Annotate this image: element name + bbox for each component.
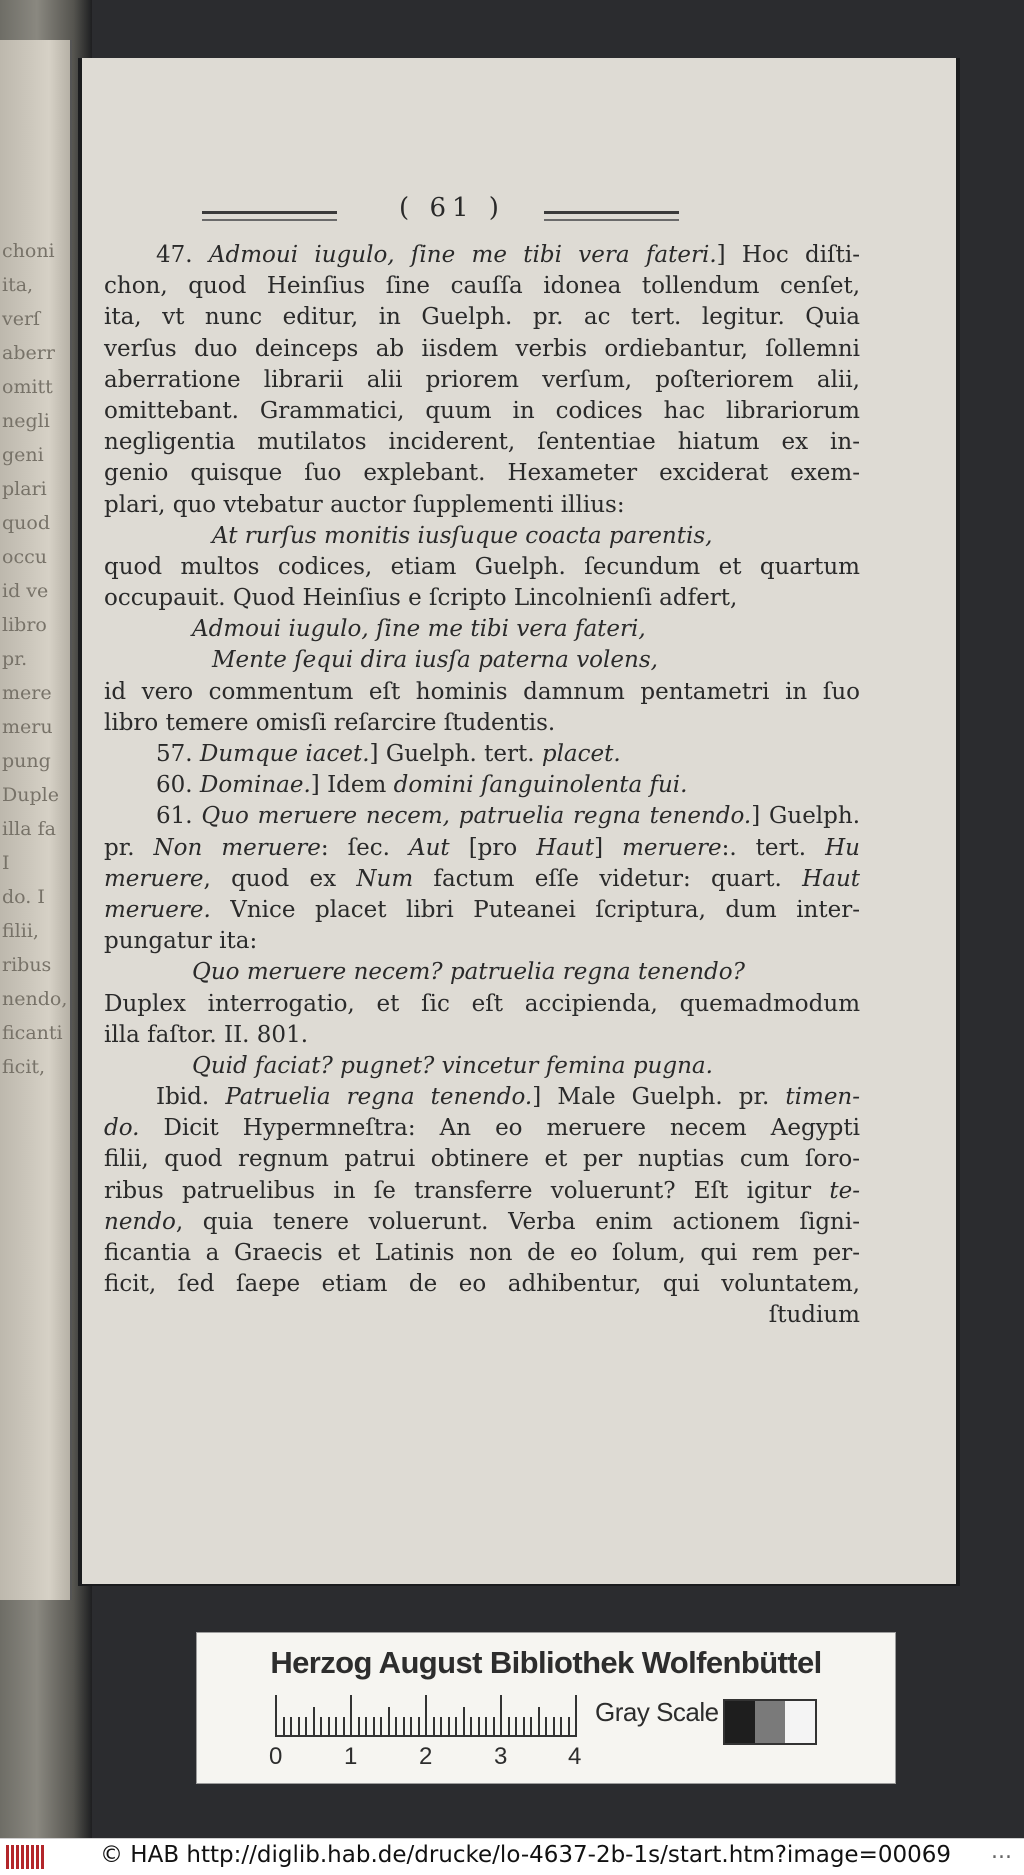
italic-text: At rurſus monitis iusſuque coacta parentis, xyxy=(212,522,713,549)
text-run: ] Idem xyxy=(310,772,394,799)
facing-page-fragment: I xyxy=(2,852,10,874)
text-run: pr. xyxy=(104,834,154,861)
ruler-tick xyxy=(493,1717,495,1737)
text-line xyxy=(104,645,860,676)
italic-text: timen- xyxy=(785,1084,861,1111)
italic-text: Quo meruere necem? patruelia regna tenendo? xyxy=(192,959,745,986)
viewer-footer xyxy=(0,1838,1024,1875)
facing-page-fragment: Duple xyxy=(2,784,59,806)
text-run: libro temere omisſi reſarcire ſtudentis. xyxy=(104,709,556,736)
ruler-tick xyxy=(515,1717,517,1737)
text-run: ita, vt nunc editur, in Guelph. pr. ac tert. legitur. Quia xyxy=(104,304,860,331)
italic-text: Dominae. xyxy=(199,772,311,799)
ruler-tick xyxy=(358,1717,360,1737)
italic-text: nendo xyxy=(104,1208,176,1235)
italic-text: Admoui iugulo, ſine me tibi vera fateri. xyxy=(208,242,717,268)
text-run: id vero commentum eſt hominis damnum pentametri in ſuo xyxy=(104,678,860,705)
italic-text: do. xyxy=(104,1115,140,1142)
text-line xyxy=(104,989,860,1020)
ruler-tick xyxy=(365,1717,367,1737)
facing-page-fragment: ita, xyxy=(2,274,34,296)
text-line xyxy=(104,926,860,957)
text-run: :. tert. xyxy=(721,834,826,861)
italic-text: Num xyxy=(356,865,414,892)
ruler-tick xyxy=(485,1717,487,1737)
text-line xyxy=(104,240,860,271)
ruler-tick xyxy=(478,1717,480,1737)
ruler-tick xyxy=(343,1717,345,1737)
ruler-tick xyxy=(275,1695,277,1737)
text-line xyxy=(104,302,860,333)
text-line xyxy=(104,739,860,770)
text-run: ribus patruelibus in ſe transferre voluerunt? Eſt igitur xyxy=(104,1177,830,1204)
ruler-tick xyxy=(530,1717,532,1737)
facing-page-fragment: nendo, xyxy=(2,988,68,1010)
more-options-icon[interactable]: ... xyxy=(991,1839,1012,1864)
facing-page-fragment: aberr xyxy=(2,342,55,364)
text-line xyxy=(104,552,860,583)
text-run: ] Guelph. tert. xyxy=(369,741,542,767)
text-run: quod multos codices, etiam Guelph. ſecundum et quartum xyxy=(104,553,860,580)
ruler-tick xyxy=(455,1717,457,1737)
italic-text: placet. xyxy=(541,741,621,767)
page-number: ( 61 ) xyxy=(399,193,505,223)
ruler-tick xyxy=(395,1717,397,1737)
text-run: pungatur ita: xyxy=(104,928,258,955)
ruler-tick xyxy=(283,1717,285,1737)
ruler-tick xyxy=(448,1717,450,1737)
text-run: Duplex interrogatio, et ſic eſt accipienda, quemadmodum xyxy=(104,990,860,1017)
facing-page-fragment: choni xyxy=(2,240,55,262)
ruler-tick xyxy=(313,1707,315,1737)
italic-text: Non meruere xyxy=(153,834,321,861)
ruler-tick xyxy=(470,1717,472,1737)
ruler-tick xyxy=(373,1717,375,1737)
facing-page-fragment: occu xyxy=(2,546,47,568)
text-line xyxy=(104,427,860,458)
facing-page-fragment: pr. xyxy=(2,648,28,670)
facing-page-fragment: do. I xyxy=(2,886,45,908)
text-line xyxy=(104,895,860,926)
text-run: ficit, ſed ſaepe etiam de eo adhibentur, qui voluntatem, xyxy=(104,1271,860,1298)
italic-text: Quid faciat? pugnet? vincetur femina pugna. xyxy=(192,1052,713,1079)
text-line xyxy=(104,583,860,614)
ruler-tick xyxy=(500,1695,502,1737)
text-line xyxy=(104,334,860,365)
facing-page-fragment: pung xyxy=(2,750,51,772)
italic-text: Mente ſequi dira iusſa paterna volens, xyxy=(212,647,658,674)
text-run: verſus duo deinceps ab iisdem verbis ordiebantur, ſollemni xyxy=(104,335,860,362)
page-text xyxy=(104,240,860,1332)
text-run: factum eſſe videtur: quart. xyxy=(413,865,803,892)
ruler-tick xyxy=(305,1717,307,1737)
ruler-tick xyxy=(410,1717,412,1737)
ruler-tick xyxy=(388,1707,390,1737)
ruler-tick xyxy=(560,1717,562,1737)
italic-text: Haut xyxy=(802,865,860,892)
italic-text: meruere xyxy=(104,865,204,892)
text-run: plari, quo vtebatur auctor ſupplementi illius: xyxy=(104,491,625,518)
ruler-tick xyxy=(575,1695,577,1737)
text-line xyxy=(104,1300,860,1331)
text-run: ficantia a Graecis et Latinis non de eo ſolum, qui rem per- xyxy=(104,1240,860,1266)
facing-page-fragment: illa fa xyxy=(2,818,56,840)
facing-page-fragment: ficit, xyxy=(2,1056,46,1078)
text-line xyxy=(104,708,860,739)
ruler-tick xyxy=(298,1717,300,1737)
text-run: 57. xyxy=(156,741,200,767)
text-line xyxy=(104,614,860,645)
text-line xyxy=(104,1020,860,1051)
gray-swatch xyxy=(785,1701,815,1743)
source-url[interactable]: © HAB http://diglib.hab.de/drucke/lo-4637-2b-1s/start.htm?image=00069 xyxy=(100,1842,952,1868)
color-target-card xyxy=(196,1632,896,1784)
text-run: filii, quod regnum patrui obtinere et per nuptias cum ſoro- xyxy=(104,1146,860,1173)
hab-logo-icon xyxy=(6,1845,44,1869)
text-line xyxy=(104,864,860,895)
facing-page-fragment: geni xyxy=(2,444,44,466)
text-line xyxy=(104,1082,860,1113)
text-line xyxy=(104,1207,860,1238)
text-run: [pro xyxy=(449,834,537,861)
ruler-tick xyxy=(320,1717,322,1737)
text-line xyxy=(104,1144,860,1175)
italic-text: te- xyxy=(829,1177,860,1204)
facing-page-fragment: ficanti xyxy=(2,1022,63,1044)
gray-scale-label: Gray Scale xyxy=(595,1697,719,1727)
scale-number-3: 3 xyxy=(494,1743,508,1770)
ruler-tick xyxy=(328,1717,330,1737)
ruler-tick xyxy=(463,1707,465,1737)
text-line xyxy=(104,957,860,988)
text-line xyxy=(104,1176,860,1207)
facing-page-fragment: meru xyxy=(2,716,53,738)
italic-text: Hu xyxy=(825,834,860,861)
facing-page-fragment: quod xyxy=(2,512,51,534)
ruler-tick xyxy=(553,1717,555,1737)
italic-text: Dumque iacet. xyxy=(199,741,370,767)
text-run: 61. xyxy=(156,803,202,830)
text-run: ] Male Guelph. pr. xyxy=(532,1084,786,1111)
header-rule-right xyxy=(544,211,679,221)
text-run: occupauit. Quod Heinſius e ſcripto Lincolnienſi adfert, xyxy=(104,585,738,612)
ruler-tick xyxy=(418,1717,420,1737)
italic-text: domini ſanguinolenta fui. xyxy=(393,772,688,799)
ruler-tick xyxy=(545,1717,547,1737)
italic-text: Quo meruere necem, patruelia regna tenendo. xyxy=(201,803,752,830)
text-run: genio quisque ſuo explebant. Hexameter exciderat exem- xyxy=(104,460,860,487)
text-run: illa faſtor. II. 801. xyxy=(104,1021,309,1048)
italic-text: meruere. xyxy=(104,896,211,923)
italic-text: Patruelia regna tenendo. xyxy=(225,1084,533,1111)
text-run: Ibid. xyxy=(156,1084,226,1111)
gray-swatch xyxy=(755,1701,785,1743)
facing-page-fragment: mere xyxy=(2,682,52,704)
scale-number-4: 4 xyxy=(568,1743,582,1770)
text-line xyxy=(104,365,860,396)
facing-page-fragment: id ve xyxy=(2,580,49,602)
page-header xyxy=(82,193,956,233)
text-line xyxy=(104,271,860,302)
ruler-tick xyxy=(380,1717,382,1737)
ruler-tick xyxy=(440,1717,442,1737)
ruler-tick xyxy=(523,1717,525,1737)
italic-text: meruere xyxy=(622,834,722,861)
text-line xyxy=(104,1238,860,1269)
text-run: ] Hoc diſti- xyxy=(716,242,860,268)
facing-page-fragment: filii, xyxy=(2,920,39,942)
gray-swatch xyxy=(725,1701,755,1743)
text-line xyxy=(104,1113,860,1144)
gray-scale-swatches xyxy=(723,1699,817,1745)
library-name: Herzog August Bibliothek Wolfenbüttel xyxy=(270,1645,822,1680)
header-rule-left xyxy=(202,211,337,221)
facing-page-fragment: omitt xyxy=(2,376,53,398)
text-line xyxy=(104,458,860,489)
text-line xyxy=(104,801,860,832)
book-page xyxy=(82,58,956,1584)
scale-number-1: 1 xyxy=(344,1743,358,1770)
text-run: negligentia mutilatos inciderent, ſententiae hiatum ex in- xyxy=(104,429,860,456)
italic-text: Haut xyxy=(536,834,595,861)
scale-number-0: 0 xyxy=(269,1743,283,1770)
text-run: : ſec. xyxy=(320,834,409,861)
italic-text: Aut xyxy=(408,834,450,861)
facing-page-fragment: libro xyxy=(2,614,47,636)
text-line xyxy=(104,1051,860,1082)
ruler-tick xyxy=(538,1707,540,1737)
text-run: ] Guelph. xyxy=(751,803,861,830)
facing-page-fragment: negli xyxy=(2,410,50,432)
ruler-tick xyxy=(335,1717,337,1737)
text-run: , quod ex xyxy=(203,865,357,892)
text-run: omittebant. Grammatici, quum in codices hac librariorum xyxy=(104,397,860,424)
ruler-tick xyxy=(290,1717,292,1737)
scale-ruler xyxy=(275,1695,577,1737)
italic-text: Admoui iugulo, ſine me tibi vera fateri, xyxy=(192,616,646,643)
text-run: ſtudium xyxy=(768,1302,860,1329)
text-line xyxy=(104,490,860,521)
scale-number-2: 2 xyxy=(419,1743,433,1770)
text-run: , quia tenere voluerunt. Verba enim actionem ſigni- xyxy=(175,1208,860,1235)
text-run: Dicit Hypermneſtra: An eo meruere necem Aegypti xyxy=(139,1115,860,1142)
ruler-tick xyxy=(508,1717,510,1737)
text-line xyxy=(104,1269,860,1300)
text-line xyxy=(104,770,860,801)
text-line xyxy=(104,396,860,427)
ruler-tick xyxy=(350,1695,352,1737)
text-run: 47. xyxy=(156,242,209,268)
facing-page-fragment: verſ xyxy=(2,308,41,330)
text-run: aberratione librarii alii priorem verſum, poſteriorem alii, xyxy=(104,366,860,393)
facing-page-edge xyxy=(0,40,72,1600)
ruler-tick xyxy=(433,1717,435,1737)
ruler-tick xyxy=(425,1695,427,1737)
text-line xyxy=(104,677,860,708)
text-run: Vnice placet libri Puteanei ſcriptura, dum inter- xyxy=(210,896,860,923)
ruler-tick xyxy=(403,1717,405,1737)
text-run: ] xyxy=(594,834,623,861)
text-line xyxy=(104,521,860,552)
facing-page-fragment: ribus xyxy=(2,954,52,976)
text-run: chon, quod Heinſius ſine cauſſa idonea tollendum cenſet, xyxy=(104,273,860,300)
ruler-tick xyxy=(568,1717,570,1737)
text-line xyxy=(104,833,860,864)
text-run: 60. xyxy=(156,772,200,799)
facing-page-fragment: plari xyxy=(2,478,47,500)
